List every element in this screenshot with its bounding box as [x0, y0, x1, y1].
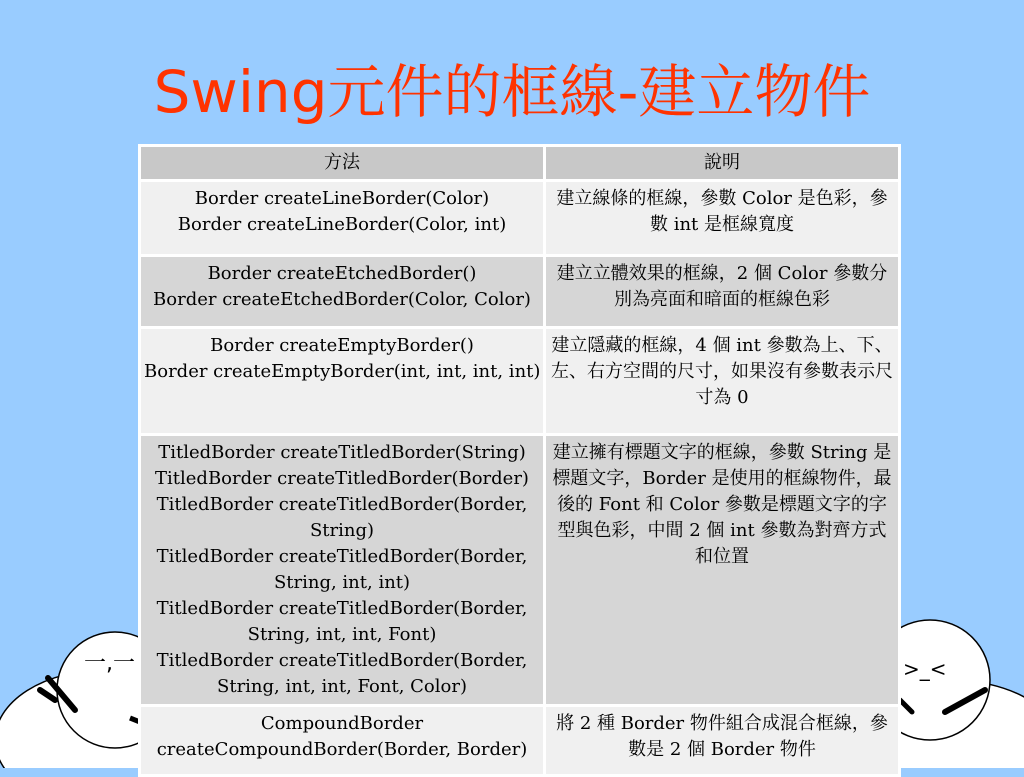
table-header-row — [140, 146, 900, 181]
method-cell — [140, 181, 545, 256]
table-row — [140, 328, 900, 435]
method-signature: Border createEmptyBorder() — [210, 335, 474, 356]
method-cell — [140, 435, 545, 706]
table-row — [140, 435, 900, 706]
method-signature: TitledBorder createTitledBorder(Border, String) — [156, 494, 528, 541]
table-row — [140, 256, 900, 328]
method-signature: CompoundBorder — [260, 713, 424, 734]
method-signature: TitledBorder createTitledBorder(String) — [158, 442, 526, 463]
description-cell: 建立隱藏的框線，4 個 int 參數為上、下、左、右方空間的尺寸，如果沒有參數表示尺寸為 0 — [545, 328, 900, 435]
description-cell: 建立擁有標題文字的框線，參數 String 是標題文字，Border 是使用的框線物件，最後的 Font 和 Color 參數是標題文字的字型與色彩，中間 2 個 int 參數為對齊方式和位置 — [545, 435, 900, 706]
header-method: 方法 — [140, 146, 545, 181]
method-cell — [140, 256, 545, 328]
header-description: 說明 — [545, 146, 900, 181]
left-snowman-face: 一,一 — [84, 651, 135, 676]
method-cell — [140, 706, 545, 776]
method-signature: TitledBorder createTitledBorder(Border, String, int, int, Font) — [156, 598, 528, 645]
method-signature: TitledBorder createTitledBorder(Border, String, int, int, Font, Color) — [156, 650, 528, 697]
method-signature: Border createLineBorder(Color, int) — [177, 214, 507, 235]
method-signature: Border createLineBorder(Color) — [194, 188, 490, 209]
method-signature: TitledBorder createTitledBorder(Border, String, int, int) — [156, 546, 528, 593]
description-cell: 建立線條的框線，參數 Color 是色彩，參數 int 是框線寬度 — [545, 181, 900, 256]
description-cell: 將 2 種 Border 物件組合成混合框線，參數是 2 個 Border 物件 — [545, 706, 900, 776]
table-row — [140, 706, 900, 776]
method-signature: TitledBorder createTitledBorder(Border) — [155, 468, 529, 489]
table-row — [140, 181, 900, 256]
method-signature: Border createEtchedBorder() — [207, 263, 477, 284]
method-signature: Border createEtchedBorder(Color, Color) — [153, 289, 531, 310]
method-signature: Border createEmptyBorder(int, int, int, int) — [144, 361, 541, 382]
method-signature: createCompoundBorder(Border, Border) — [156, 739, 528, 760]
right-snowman-face: >_< — [903, 657, 947, 681]
slide-title: Swing元件的框線-建立物件 — [153, 58, 871, 126]
border-methods-table — [138, 144, 901, 777]
description-cell: 建立立體效果的框線，2 個 Color 參數分別為亮面和暗面的框線色彩 — [545, 256, 900, 328]
method-cell — [140, 328, 545, 435]
border-methods-table-container — [138, 144, 898, 777]
